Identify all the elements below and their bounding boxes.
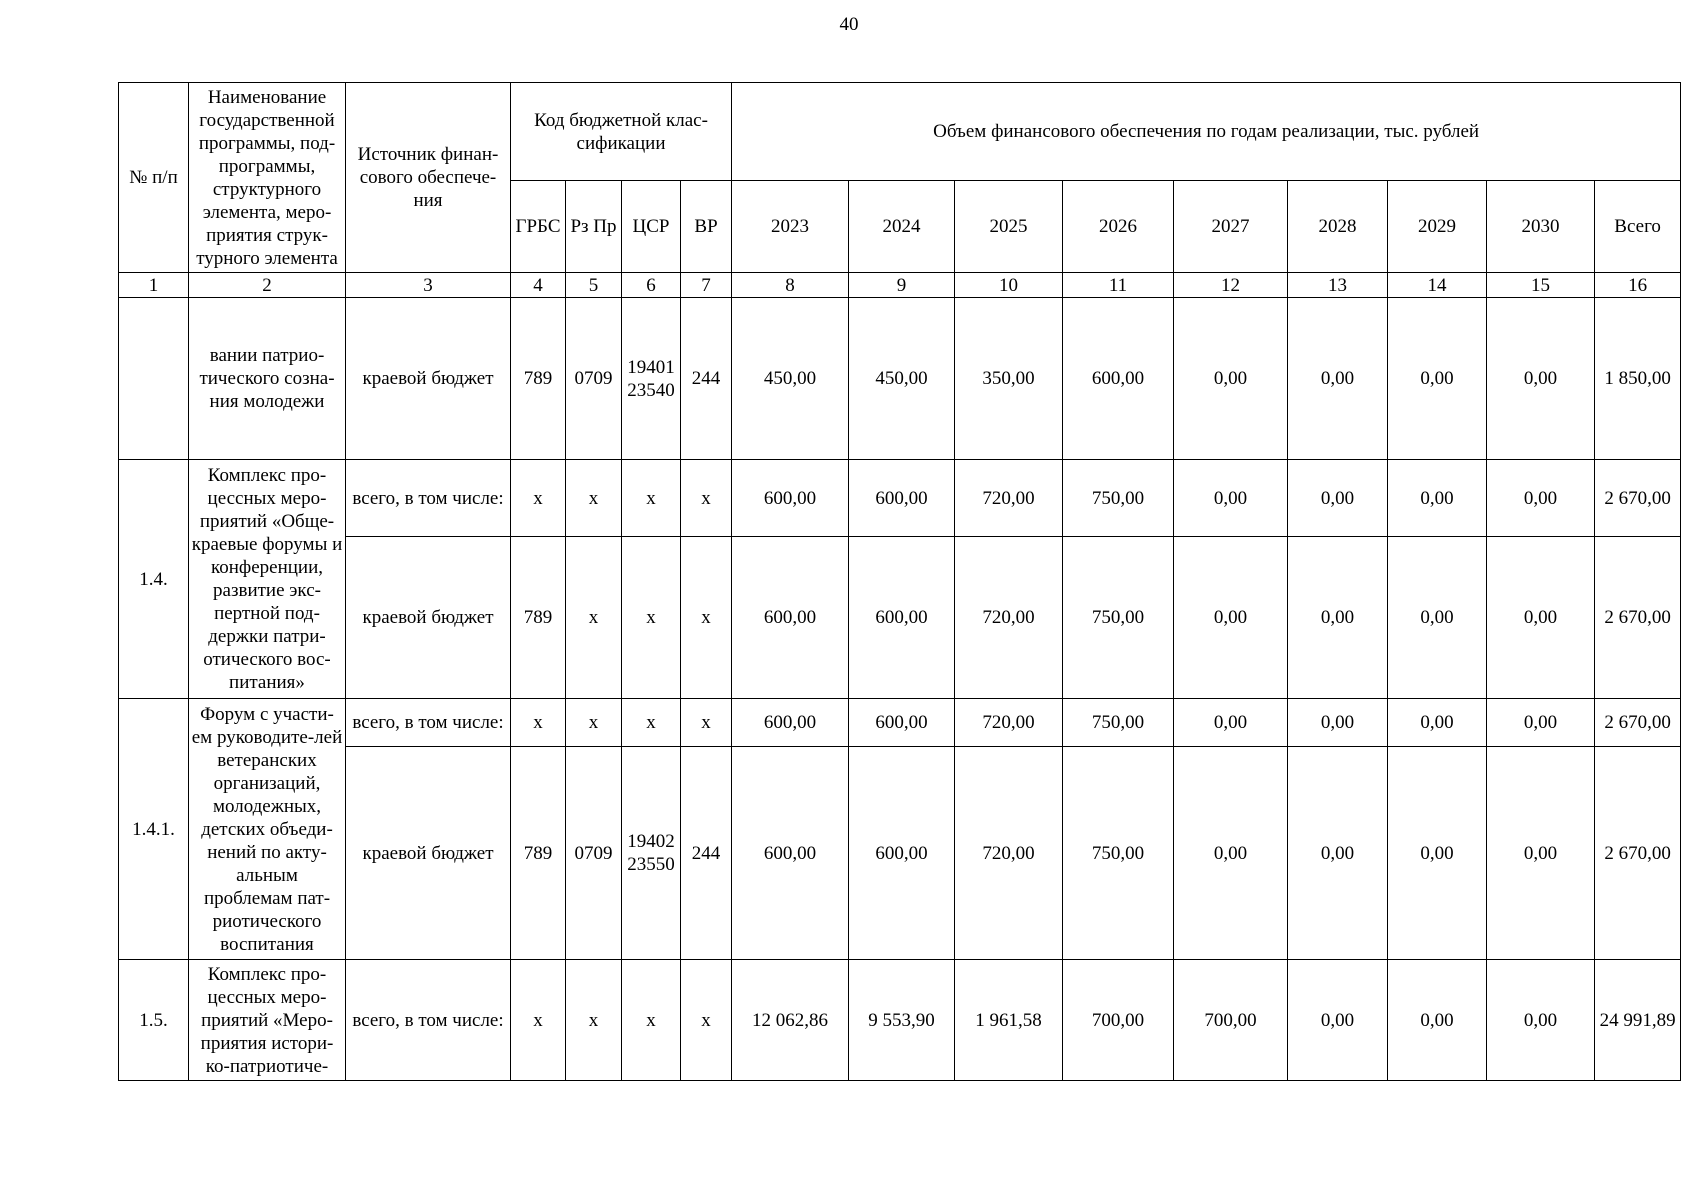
- year-value: 0,00: [1174, 747, 1288, 960]
- table-body: [119, 83, 1681, 1081]
- code-rzpr: 0709: [566, 747, 622, 960]
- year-value: 0,00: [1288, 699, 1388, 747]
- year-value: 450,00: [732, 298, 849, 460]
- year-value: 1 961,58: [955, 960, 1063, 1081]
- funding-source: краевой бюджет: [346, 747, 511, 960]
- col-number: 7: [681, 273, 732, 298]
- year-value: 12 062,86: [732, 960, 849, 1081]
- year-value: 600,00: [849, 747, 955, 960]
- total-value: 1 850,00: [1595, 298, 1681, 460]
- funding-source: всего, в том числе:: [346, 460, 511, 537]
- header-year: 2030: [1487, 181, 1595, 273]
- funding-source: краевой бюджет: [346, 298, 511, 460]
- row-name: вании патрио-тического созна-ния молодежи: [189, 298, 346, 460]
- year-value: 0,00: [1174, 298, 1288, 460]
- col-number: 3: [346, 273, 511, 298]
- code-csr: 19402 23550: [622, 747, 681, 960]
- header-name: Наименование государственной программы, под-программы, структурного элемента, меро-приятия струк-турного элемента: [189, 83, 346, 273]
- code-csr: x: [622, 537, 681, 699]
- code-rzpr: 0709: [566, 298, 622, 460]
- year-value: 0,00: [1174, 699, 1288, 747]
- year-value: 350,00: [955, 298, 1063, 460]
- col-number: 12: [1174, 273, 1288, 298]
- year-value: 0,00: [1487, 460, 1595, 537]
- year-value: 0,00: [1288, 460, 1388, 537]
- col-number: 16: [1595, 273, 1681, 298]
- year-value: 450,00: [849, 298, 955, 460]
- code-csr: x: [622, 960, 681, 1081]
- col-number: 9: [849, 273, 955, 298]
- year-value: 600,00: [1063, 298, 1174, 460]
- code-grbs: 789: [511, 298, 566, 460]
- header-total: Всего: [1595, 181, 1681, 273]
- row-number: 1.4.: [119, 460, 189, 699]
- col-number: 6: [622, 273, 681, 298]
- year-value: 0,00: [1288, 298, 1388, 460]
- year-value: 0,00: [1388, 747, 1487, 960]
- year-value: 700,00: [1174, 960, 1288, 1081]
- year-value: 600,00: [732, 460, 849, 537]
- row-name: Форум с участи-ем руководите-лей ветеранских организаций, молодежных, детских объеди-нений по акту-альным проблемам пат-риотического воспитания: [189, 699, 346, 960]
- year-value: 0,00: [1388, 537, 1487, 699]
- funding-source: всего, в том числе:: [346, 960, 511, 1081]
- table-row: [119, 747, 1681, 960]
- header-year: 2024: [849, 181, 955, 273]
- year-value: 700,00: [1063, 960, 1174, 1081]
- header-year: 2026: [1063, 181, 1174, 273]
- code-csr: x: [622, 699, 681, 747]
- year-value: 720,00: [955, 747, 1063, 960]
- code-grbs: x: [511, 960, 566, 1081]
- code-rzpr: x: [566, 460, 622, 537]
- year-value: 0,00: [1388, 699, 1487, 747]
- total-value: 2 670,00: [1595, 699, 1681, 747]
- year-value: 0,00: [1174, 460, 1288, 537]
- row-number: 1.4.1.: [119, 699, 189, 960]
- total-value: 2 670,00: [1595, 460, 1681, 537]
- year-value: 750,00: [1063, 537, 1174, 699]
- table-row: [119, 699, 1681, 747]
- year-value: 720,00: [955, 460, 1063, 537]
- year-value: 600,00: [849, 460, 955, 537]
- year-value: 0,00: [1288, 747, 1388, 960]
- code-grbs: 789: [511, 537, 566, 699]
- year-value: 0,00: [1288, 960, 1388, 1081]
- code-vr: x: [681, 699, 732, 747]
- financing-table: [118, 82, 1681, 1081]
- col-number: 14: [1388, 273, 1487, 298]
- col-number: 13: [1288, 273, 1388, 298]
- year-value: 0,00: [1388, 298, 1487, 460]
- code-grbs: x: [511, 460, 566, 537]
- col-number: 2: [189, 273, 346, 298]
- year-value: 0,00: [1388, 460, 1487, 537]
- page-number: 40: [839, 14, 859, 35]
- code-csr: x: [622, 460, 681, 537]
- year-value: 9 553,90: [849, 960, 955, 1081]
- year-value: 720,00: [955, 537, 1063, 699]
- col-number: 15: [1487, 273, 1595, 298]
- year-value: 0,00: [1487, 537, 1595, 699]
- year-value: 600,00: [849, 537, 955, 699]
- year-value: 0,00: [1174, 537, 1288, 699]
- year-value: 0,00: [1487, 699, 1595, 747]
- year-value: 600,00: [732, 747, 849, 960]
- row-name: Комплекс про-цессных меро-приятий «Обще-краевые форумы и конференции, развитие экс-пертной под-держки патри-отического вос-питания»: [189, 460, 346, 699]
- header-source: Источник финан-сового обеспече-ния: [346, 83, 511, 273]
- year-value: 750,00: [1063, 747, 1174, 960]
- total-value: 24 991,89: [1595, 960, 1681, 1081]
- header-year: 2025: [955, 181, 1063, 273]
- header-grbs: ГРБС: [511, 181, 566, 273]
- code-grbs: x: [511, 699, 566, 747]
- code-vr: x: [681, 960, 732, 1081]
- header-year: 2028: [1288, 181, 1388, 273]
- code-rzpr: x: [566, 699, 622, 747]
- col-number: 8: [732, 273, 849, 298]
- year-value: 720,00: [955, 699, 1063, 747]
- header-year: 2027: [1174, 181, 1288, 273]
- code-vr: x: [681, 537, 732, 699]
- header-csr: ЦСР: [622, 181, 681, 273]
- year-value: 0,00: [1288, 537, 1388, 699]
- row-name: Комплекс про-цессных меро-приятий «Меро-приятия истори-ко-патриотиче-: [189, 960, 346, 1081]
- column-numbers-row: [119, 273, 1681, 298]
- year-value: 0,00: [1487, 298, 1595, 460]
- code-vr: x: [681, 460, 732, 537]
- code-vr: 244: [681, 298, 732, 460]
- year-value: 600,00: [732, 699, 849, 747]
- year-value: 0,00: [1487, 747, 1595, 960]
- year-value: 750,00: [1063, 460, 1174, 537]
- row-number: 1.5.: [119, 960, 189, 1081]
- code-vr: 244: [681, 747, 732, 960]
- funding-source: всего, в том числе:: [346, 699, 511, 747]
- col-number: 5: [566, 273, 622, 298]
- table-row: [119, 298, 1681, 460]
- funding-source: краевой бюджет: [346, 537, 511, 699]
- header-volume-group: Объем финансового обеспечения по годам реализации, тыс. рублей: [732, 83, 1681, 181]
- year-value: 600,00: [849, 699, 955, 747]
- table-row: [119, 960, 1681, 1081]
- total-value: 2 670,00: [1595, 537, 1681, 699]
- table-row: [119, 537, 1681, 699]
- year-value: 600,00: [732, 537, 849, 699]
- code-rzpr: x: [566, 537, 622, 699]
- header-no: № п/п: [119, 83, 189, 273]
- header-vr: ВР: [681, 181, 732, 273]
- code-csr: 19401 23540: [622, 298, 681, 460]
- col-number: 1: [119, 273, 189, 298]
- year-value: 0,00: [1487, 960, 1595, 1081]
- col-number: 10: [955, 273, 1063, 298]
- year-value: 0,00: [1388, 960, 1487, 1081]
- table-row: [119, 460, 1681, 537]
- header-code-group: Код бюджетной клас-сификации: [511, 83, 732, 181]
- header-rzpr: Рз Пр: [566, 181, 622, 273]
- total-value: 2 670,00: [1595, 747, 1681, 960]
- col-number: 11: [1063, 273, 1174, 298]
- row-number: [119, 298, 189, 460]
- col-number: 4: [511, 273, 566, 298]
- code-rzpr: x: [566, 960, 622, 1081]
- year-value: 750,00: [1063, 699, 1174, 747]
- header-year: 2023: [732, 181, 849, 273]
- code-grbs: 789: [511, 747, 566, 960]
- header-year: 2029: [1388, 181, 1487, 273]
